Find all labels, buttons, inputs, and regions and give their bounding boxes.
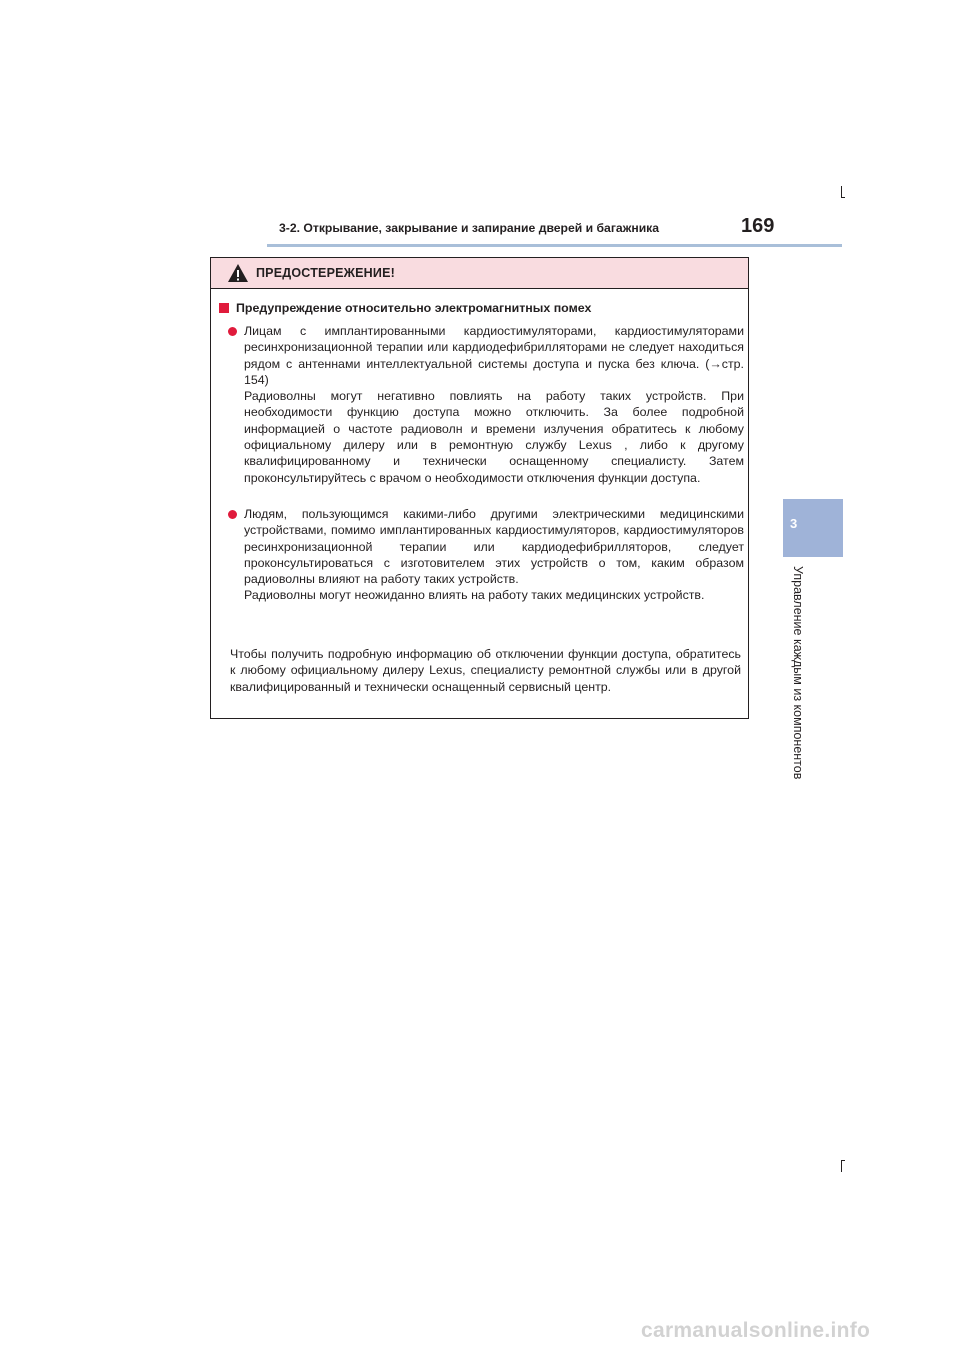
round-bullet-icon (228, 510, 237, 519)
closing-paragraph: Чтобы получить подробную информацию об отключении функции доступа, обратитесь к любому официальному дилеру Lexus, специалисту ремонтной службы или в другой квалифицированный и технически оснащенный сервисный центр. (230, 647, 741, 694)
list-item (228, 506, 744, 604)
section-heading (219, 301, 591, 315)
header-rule (267, 244, 842, 247)
section-title: 3-2. Открывание, закрывание и запирание дверей и багажника (279, 221, 660, 235)
bullet-paragraph: Лицам с имплантированными кардиостимуляторами, кардиостимуляторами ресинхронизационной терапии или кардиодефибрилляторами не следует находиться рядом с антеннами интеллектуальной системы доступа и пуска без ключа. (→стр. 154) (244, 324, 744, 387)
crop-mark-top-foot (841, 197, 845, 198)
list-item (228, 323, 744, 486)
chapter-tab (783, 499, 843, 557)
chapter-number: 3 (790, 516, 798, 531)
bullet-paragraph: Радиоволны могут негативно повлиять на работу таких устройств. При необходимости функцию доступа можно отключить. За более подробной информацией о частоте радиоволн и времени излучения обратитесь к любому официальному дилеру или в ремонтную службу Lexus , либо к другому квалифицированному и технически оснащенному специалисту. Затем проконсультируйтесь с врачом о необходимости отключения функции доступа. (244, 389, 744, 485)
warning-title: ПРЕДОСТЕРЕЖЕНИЕ! (256, 266, 395, 280)
bullet-paragraph: Людям, пользующимся какими-либо другими электрическими медицинскими устройствами, помимо имплантированных кардиостимуляторов, кардиостимуляторов ресинхронизационной терапии или кардиодефибрилляторов, следует проконсультироваться с изготовителем этих устройств о том, каким образом радиоволны влияют на работу таких устройств. (244, 507, 744, 587)
warning-box (210, 257, 749, 719)
round-bullet-icon (228, 327, 237, 336)
section-heading-text: Предупреждение относительно электромагнитных помех (236, 301, 592, 315)
crop-mark-bottom-foot (841, 1160, 845, 1161)
page-number: 169 (741, 215, 775, 237)
chapter-label: Управление каждым из компонентов (791, 566, 805, 780)
watermark: carmanualsonline.info (641, 1319, 871, 1342)
bullet-paragraph: Радиоволны могут неожиданно влиять на работу таких медицинских устройств. (244, 588, 705, 603)
warning-triangle-icon (227, 263, 249, 283)
crop-mark-bottom (841, 1160, 842, 1172)
square-bullet-icon (219, 303, 229, 313)
warning-header (211, 258, 748, 289)
